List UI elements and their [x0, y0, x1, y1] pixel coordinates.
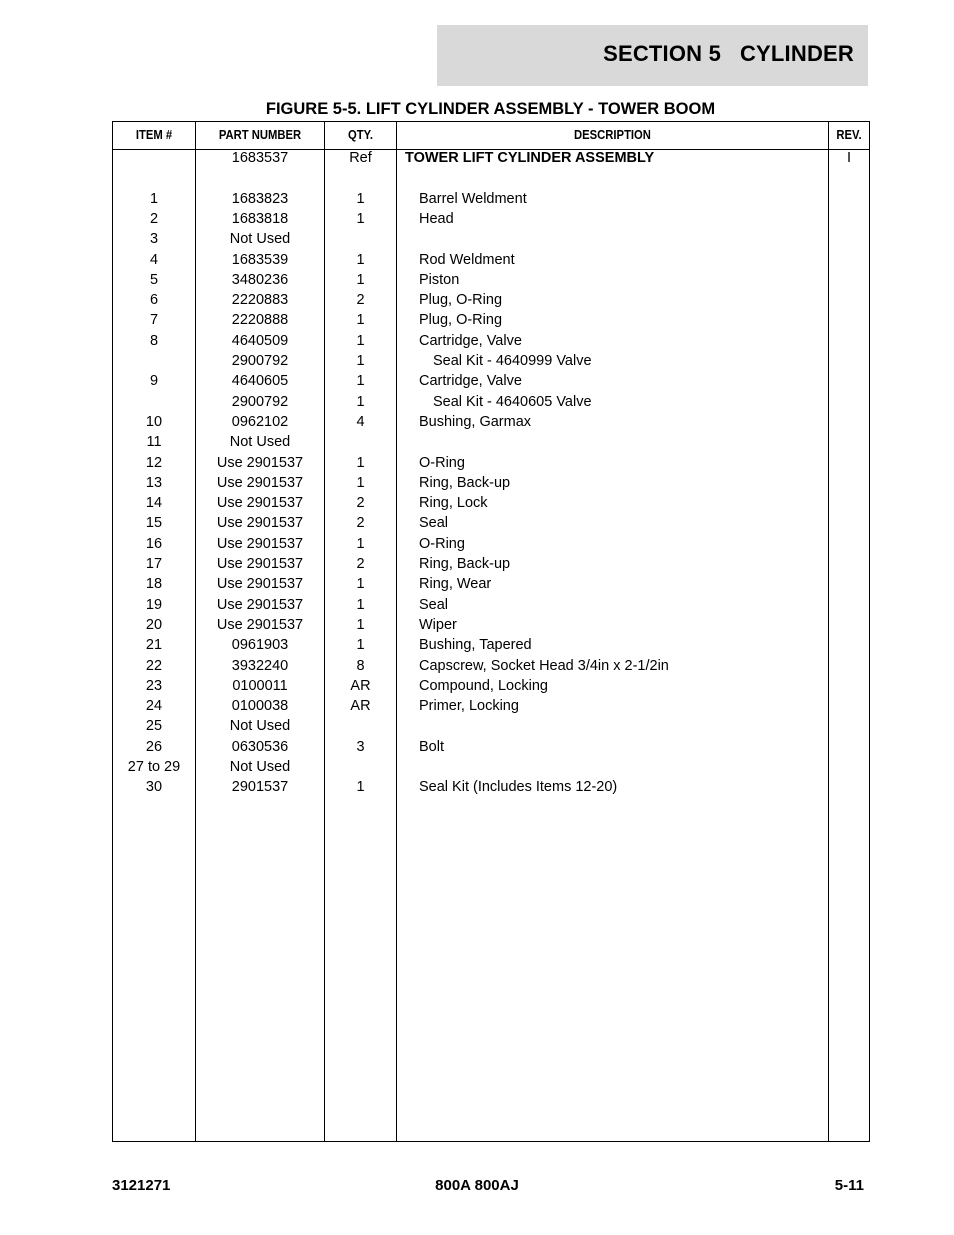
- description-cell: Bushing, Tapered: [419, 637, 532, 654]
- table-row: [113, 737, 869, 757]
- description-cell: Plug, O-Ring: [419, 312, 503, 329]
- table-row: [113, 777, 869, 797]
- table-row: [113, 290, 869, 310]
- item-number-cell: 19: [145, 596, 163, 613]
- description-cell: O-Ring: [419, 454, 465, 471]
- item-number-cell: 25: [145, 718, 163, 735]
- table-row: [113, 493, 869, 513]
- part-number-cell: Use 2901537: [216, 596, 304, 613]
- table-row: [113, 250, 869, 270]
- table-row: [113, 513, 869, 533]
- quantity-cell: 1: [356, 454, 365, 471]
- description-cell: Seal Kit - 4640999 Valve: [433, 353, 592, 369]
- quantity-cell: Ref: [349, 150, 372, 166]
- item-number-cell: 26: [145, 738, 163, 755]
- column-header-description: DESCRIPTION: [574, 128, 651, 142]
- item-number-cell: 4: [149, 251, 159, 268]
- quantity-cell: 1: [356, 312, 365, 329]
- description-cell: Barrel Weldment: [419, 190, 527, 207]
- item-number-cell: 10: [145, 413, 163, 430]
- table-row: [113, 554, 869, 574]
- footer-document-number: 3121271: [112, 1177, 171, 1194]
- part-number-cell: Use 2901537: [216, 616, 304, 633]
- quantity-cell: 1: [356, 353, 365, 369]
- description-cell: Capscrew, Socket Head 3/4in x 2-1/2in: [419, 657, 669, 674]
- table-row: [113, 392, 869, 412]
- column-header-part-number: PART NUMBER: [218, 128, 302, 142]
- column-header-rev: REV.: [836, 128, 862, 142]
- table-row: [113, 371, 869, 391]
- description-cell: Seal Kit (Includes Items 12-20): [419, 779, 618, 796]
- part-number-cell: 4640509: [231, 332, 289, 349]
- part-number-cell: 1683823: [231, 190, 289, 207]
- part-number-cell: Use 2901537: [216, 515, 304, 532]
- part-number-cell: Not Used: [229, 759, 291, 775]
- description-cell: Cartridge, Valve: [419, 373, 522, 390]
- part-number-cell: 2220888: [231, 312, 289, 329]
- part-number-cell: 2900792: [231, 393, 289, 410]
- description-cell: Bolt: [419, 738, 444, 755]
- quantity-cell: 1: [356, 271, 365, 288]
- quantity-cell: 1: [356, 373, 365, 390]
- part-number-cell: 0962102: [231, 413, 289, 430]
- table-row: [113, 574, 869, 594]
- description-cell: Ring, Back-up: [419, 556, 511, 572]
- quantity-cell: 1: [356, 474, 365, 491]
- revision-cell: I: [846, 150, 852, 166]
- item-number-cell: 13: [145, 474, 163, 491]
- quantity-cell: 1: [356, 332, 365, 349]
- description-cell: Primer, Locking: [419, 698, 519, 715]
- description-cell: Seal: [419, 596, 449, 613]
- table-row: [113, 351, 869, 371]
- description-cell: Piston: [419, 271, 460, 288]
- part-number-cell: 2901537: [231, 779, 289, 796]
- part-number-cell: 2220883: [231, 292, 289, 309]
- item-number-cell: 20: [145, 616, 163, 633]
- footer-model: 800A 800AJ: [435, 1177, 519, 1194]
- item-number-cell: 8: [149, 332, 159, 349]
- description-cell: Cartridge, Valve: [419, 332, 522, 349]
- quantity-cell: 2: [356, 292, 365, 309]
- table-row: [113, 331, 869, 351]
- table-row: [113, 696, 869, 716]
- quantity-cell: AR: [350, 698, 371, 715]
- description-cell: TOWER LIFT CYLINDER ASSEMBLY: [405, 150, 655, 166]
- description-cell: Head: [419, 210, 454, 227]
- table-row: [113, 473, 869, 493]
- item-number-cell: 7: [149, 312, 159, 329]
- quantity-cell: 1: [356, 251, 365, 268]
- quantity-cell: 1: [356, 616, 365, 633]
- item-number-cell: 23: [145, 677, 163, 694]
- description-cell: Seal: [419, 515, 449, 532]
- figure-title: FIGURE 5-5. LIFT CYLINDER ASSEMBLY - TOWER BOOM: [265, 100, 716, 118]
- quantity-cell: 1: [356, 535, 365, 552]
- description-cell: Ring, Lock: [419, 495, 488, 512]
- part-number-cell: Use 2901537: [216, 474, 304, 491]
- part-number-cell: 0630536: [231, 738, 289, 755]
- part-number-cell: Use 2901537: [216, 556, 304, 572]
- item-number-cell: 11: [146, 434, 162, 451]
- table-row: [113, 209, 869, 229]
- item-number-cell: 16: [145, 535, 163, 552]
- part-number-cell: 2900792: [231, 353, 289, 369]
- quantity-cell: 1: [356, 210, 365, 227]
- part-number-cell: Not Used: [229, 231, 291, 248]
- table-row: [113, 270, 869, 290]
- item-number-cell: 12: [145, 454, 163, 471]
- table-row: [113, 615, 869, 635]
- quantity-cell: 2: [356, 556, 365, 572]
- table-row: [113, 148, 869, 168]
- description-cell: Ring, Wear: [419, 576, 492, 593]
- table-row: [113, 595, 869, 615]
- item-number-cell: 27 to 29: [127, 759, 181, 775]
- table-row: [113, 716, 869, 736]
- quantity-cell: 1: [356, 637, 365, 654]
- column-header-qty: QTY.: [347, 128, 374, 142]
- table-row: [113, 229, 869, 249]
- description-cell: Compound, Locking: [419, 677, 548, 694]
- description-cell: Ring, Back-up: [419, 474, 511, 491]
- table-row: [113, 656, 869, 676]
- part-number-cell: 0961903: [231, 637, 289, 654]
- part-number-cell: 0100038: [231, 698, 289, 715]
- item-number-cell: 22: [145, 657, 163, 674]
- section-header: [437, 25, 868, 86]
- part-number-cell: 1683539: [231, 251, 289, 268]
- part-number-cell: 3480236: [231, 271, 289, 288]
- item-number-cell: 2: [149, 210, 159, 227]
- item-number-cell: 15: [145, 515, 163, 532]
- footer-page-number: 5-11: [834, 1177, 864, 1194]
- part-number-cell: Use 2901537: [216, 535, 304, 552]
- table-row: [113, 168, 869, 188]
- part-number-cell: 0100011: [232, 677, 288, 694]
- column-header-item: ITEM #: [135, 128, 173, 142]
- item-number-cell: 21: [145, 637, 163, 654]
- part-number-cell: 1683537: [231, 150, 289, 166]
- part-number-cell: Use 2901537: [216, 576, 304, 593]
- quantity-cell: 2: [356, 495, 365, 512]
- table-row: [113, 676, 869, 696]
- description-cell: Seal Kit - 4640605 Valve: [433, 393, 592, 410]
- table-row: [113, 635, 869, 655]
- quantity-cell: 1: [356, 393, 365, 410]
- item-number-cell: 17: [145, 556, 163, 572]
- part-number-cell: 1683818: [231, 210, 289, 227]
- table-row: [113, 534, 869, 554]
- quantity-cell: 2: [356, 515, 365, 532]
- table-row: [113, 757, 869, 777]
- section-title: SECTION 5 CYLINDER: [603, 41, 854, 66]
- quantity-cell: 8: [356, 657, 365, 674]
- item-number-cell: 14: [145, 495, 163, 512]
- item-number-cell: 3: [149, 231, 159, 248]
- quantity-cell: 1: [356, 576, 365, 593]
- description-cell: Plug, O-Ring: [419, 292, 503, 309]
- quantity-cell: 1: [356, 190, 365, 207]
- part-number-cell: Use 2901537: [216, 454, 304, 471]
- description-cell: O-Ring: [419, 535, 465, 552]
- part-number-cell: Not Used: [229, 718, 291, 735]
- table-row: [113, 453, 869, 473]
- item-number-cell: 5: [149, 271, 159, 288]
- item-number-cell: 30: [145, 779, 163, 796]
- description-cell: Wiper: [419, 616, 457, 633]
- quantity-cell: 1: [356, 596, 365, 613]
- table-row: [113, 189, 869, 209]
- item-number-cell: 18: [145, 576, 163, 593]
- item-number-cell: 24: [145, 698, 163, 715]
- table-row: [113, 310, 869, 330]
- description-cell: Bushing, Garmax: [419, 413, 532, 430]
- quantity-cell: 1: [356, 779, 365, 796]
- table-row: [113, 412, 869, 432]
- table-row: [113, 432, 869, 452]
- part-number-cell: Use 2901537: [216, 495, 304, 512]
- quantity-cell: 3: [356, 738, 365, 755]
- quantity-cell: 4: [356, 413, 365, 430]
- item-number-cell: 1: [149, 190, 159, 207]
- part-number-cell: Not Used: [229, 434, 291, 451]
- part-number-cell: 3932240: [231, 657, 289, 674]
- quantity-cell: AR: [350, 677, 371, 694]
- parts-table: [112, 121, 870, 1142]
- item-number-cell: 9: [149, 373, 159, 390]
- description-cell: Rod Weldment: [419, 251, 515, 268]
- item-number-cell: 6: [149, 292, 159, 309]
- part-number-cell: 4640605: [231, 373, 289, 390]
